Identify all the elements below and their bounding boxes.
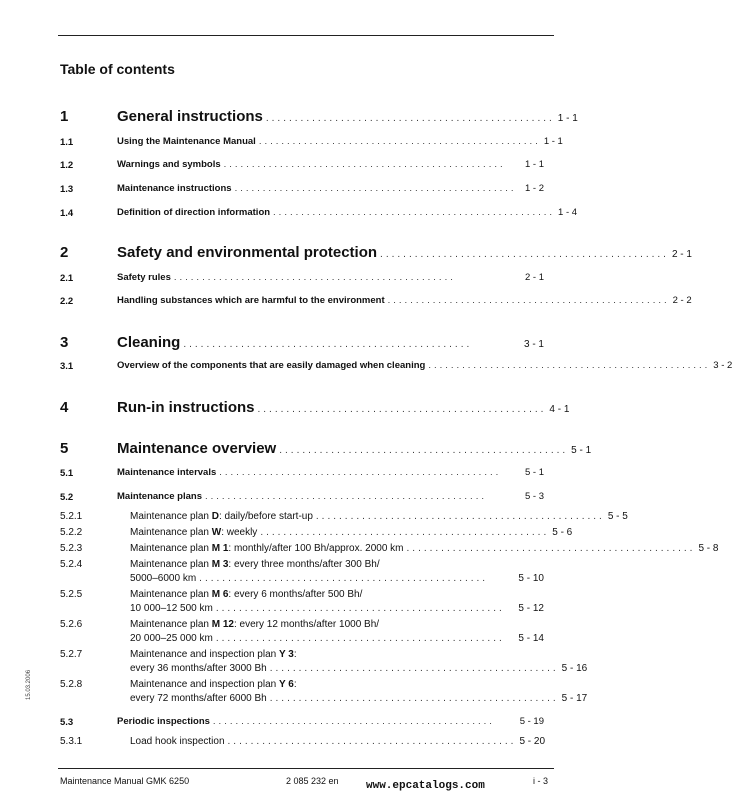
entry-page: 1 - 1 bbox=[524, 159, 544, 170]
entry-number: 5.2.8 bbox=[60, 679, 83, 690]
entry-number: 5.2 bbox=[60, 492, 74, 503]
toc-section-3-1[interactable]: 3.1 Overview of the components that are easily damaged when cleaning .................................................. 3 - 2 bbox=[60, 360, 732, 372]
entry-label: Safety and environmental protection bbox=[117, 244, 378, 261]
entry-page: 1 - 2 bbox=[524, 183, 544, 194]
footer-watermark-url[interactable]: www.epcatalogs.com bbox=[366, 780, 485, 792]
toc-section-5-3[interactable]: 5.3 Periodic inspections .................................................. 5 - 19 bbox=[60, 716, 544, 728]
entry-label: Maintenance instructions bbox=[117, 183, 232, 194]
toc-sub-5-3-1[interactable]: 5.3.1 Load hook inspection .................................................. 5 - 20 bbox=[60, 736, 546, 747]
entry-page: 2 - 2 bbox=[672, 295, 692, 306]
toc-chapter-4[interactable]: 4 Run-in instructions .................................................. 4 - 1 bbox=[60, 399, 570, 416]
entry-number: 5.2.3 bbox=[60, 543, 83, 554]
page-title: Table of contents bbox=[60, 61, 175, 77]
entry-page: 5 - 3 bbox=[524, 491, 544, 502]
entry-number: 3.1 bbox=[60, 361, 74, 372]
side-date-stamp: 15.03.2006 bbox=[26, 669, 32, 700]
entry-page: 5 - 8 bbox=[698, 543, 719, 554]
toc-sub-5-2-5[interactable]: 5.2.5 Maintenance plan M 6: every 6 months/after 500 Bh/ 10 000–12 500 km .................................................. 5 - 12 bbox=[60, 589, 544, 614]
entry-page: 5 - 14 bbox=[518, 633, 544, 644]
entry-page: 5 - 12 bbox=[518, 603, 544, 614]
entry-number: 5.2.5 bbox=[60, 589, 83, 600]
toc-chapter-1[interactable]: 1 General instructions .................................................. 1 - 1 bbox=[60, 108, 578, 125]
entry-label: Using the Maintenance Manual bbox=[117, 136, 256, 147]
entry-page: 3 - 2 bbox=[713, 360, 732, 371]
entry-label: Safety rules bbox=[117, 272, 171, 283]
entry-label: Load hook inspection bbox=[130, 736, 225, 747]
footer-doc-number: 2 085 232 en bbox=[286, 776, 339, 786]
entry-number: 5.2.2 bbox=[60, 527, 83, 538]
entry-label-line2: every 72 months/after 6000 Bh bbox=[130, 693, 267, 704]
entry-number: 5.2.7 bbox=[60, 649, 83, 660]
entry-number: 5.2.1 bbox=[60, 511, 83, 522]
entry-label: Warnings and symbols bbox=[117, 159, 221, 170]
entry-label-line2: 10 000–12 500 km bbox=[130, 603, 213, 614]
toc-section-2-1[interactable]: 2.1 Safety rules .................................................. 2 - 1 bbox=[60, 272, 544, 284]
entry-page: 5 - 20 bbox=[519, 736, 546, 747]
toc-section-1-1[interactable]: 1.1 Using the Maintenance Manual .................................................. 1 - 1 bbox=[60, 136, 563, 148]
entry-label: Maintenance intervals bbox=[117, 467, 217, 478]
toc-sub-5-2-2[interactable]: 5.2.2 Maintenance plan W: weekly .................................................. 5 - 6 bbox=[60, 527, 573, 538]
entry-page: 2 - 1 bbox=[671, 249, 692, 260]
entry-number: 4 bbox=[60, 399, 69, 416]
entry-label: Maintenance overview bbox=[117, 440, 277, 457]
toc-sub-5-2-4[interactable]: 5.2.4 Maintenance plan M 3: every three months/after 300 Bh/ 5000–6000 km .................................................. 5 - 10 bbox=[60, 559, 544, 584]
entry-number: 3 bbox=[60, 334, 69, 351]
entry-page: 5 - 19 bbox=[519, 716, 544, 727]
entry-label-line2: 20 000–25 000 km bbox=[130, 633, 213, 644]
entry-label: Maintenance plans bbox=[117, 491, 202, 502]
entry-number: 5 bbox=[60, 440, 69, 457]
entry-label-line2: every 36 months/after 3000 Bh bbox=[130, 663, 267, 674]
entry-number: 1.2 bbox=[60, 160, 74, 171]
entry-page: 5 - 17 bbox=[561, 693, 588, 704]
entry-number: 1 bbox=[60, 108, 69, 125]
entry-label: Handling substances which are harmful to the environment bbox=[117, 295, 385, 306]
entry-label: Maintenance plan M 1: monthly/after 100 Bh/approx. 2000 km bbox=[130, 543, 404, 554]
top-rule bbox=[58, 35, 554, 36]
entry-number: 2 bbox=[60, 244, 69, 261]
toc-chapter-5[interactable]: 5 Maintenance overview .................................................. 5 - 1 bbox=[60, 440, 592, 457]
entry-label: Maintenance plan W: weekly bbox=[130, 527, 258, 538]
entry-page: 3 - 1 bbox=[523, 339, 544, 350]
entry-page: 4 - 1 bbox=[549, 404, 570, 415]
toc-section-5-1[interactable]: 5.1 Maintenance intervals .................................................. 5 - 1 bbox=[60, 467, 544, 479]
entry-label: Maintenance plan M 6: every 6 months/after 500 Bh/ bbox=[130, 589, 363, 600]
toc-chapter-2[interactable]: 2 Safety and environmental protection .................................................. 2 - 1 bbox=[60, 244, 692, 261]
entry-label: Run-in instructions bbox=[117, 399, 255, 416]
toc-section-2-2[interactable]: 2.2 Handling substances which are harmful to the environment .................................................. 2 - 2 bbox=[60, 295, 692, 307]
toc-section-1-2[interactable]: 1.2 Warnings and symbols .................................................. 1 - 1 bbox=[60, 159, 544, 171]
entry-label: Definition of direction information bbox=[117, 207, 271, 218]
toc-chapter-3[interactable]: 3 Cleaning .................................................. 3 - 1 bbox=[60, 334, 544, 351]
entry-page: 5 - 16 bbox=[561, 663, 588, 674]
entry-page: 1 - 4 bbox=[558, 207, 578, 218]
entry-number: 5.2.4 bbox=[60, 559, 83, 570]
entry-label: Maintenance plan M 12: every 12 months/after 1000 Bh/ bbox=[130, 619, 380, 630]
entry-label: Periodic inspections bbox=[117, 716, 210, 727]
entry-label: Maintenance and inspection plan Y 3: bbox=[130, 649, 297, 660]
entry-number: 5.2.6 bbox=[60, 619, 83, 630]
entry-page: 5 - 1 bbox=[524, 467, 544, 478]
entry-page: 1 - 1 bbox=[557, 113, 578, 124]
entry-number: 5.3.1 bbox=[60, 736, 83, 747]
toc-section-1-4[interactable]: 1.4 Definition of direction information .................................................. 1 - 4 bbox=[60, 207, 578, 219]
toc-sub-5-2-7[interactable]: 5.2.7 Maintenance and inspection plan Y 3: every 36 months/after 3000 Bh .................................................. 5 - 16 bbox=[60, 649, 588, 674]
entry-page: 5 - 5 bbox=[607, 511, 628, 522]
entry-label: Overview of the components that are easily damaged when cleaning bbox=[117, 360, 426, 371]
toc-sub-5-2-6[interactable]: 5.2.6 Maintenance plan M 12: every 12 months/after 1000 Bh/ 20 000–25 000 km .................................................. 5 - 14 bbox=[60, 619, 544, 644]
bottom-rule bbox=[58, 768, 554, 769]
entry-page: 1 - 1 bbox=[543, 136, 563, 147]
toc-section-5-2[interactable]: 5.2 Maintenance plans .................................................. 5 - 3 bbox=[60, 491, 544, 503]
entry-page: 5 - 10 bbox=[518, 573, 544, 584]
entry-number: 1.1 bbox=[60, 137, 74, 148]
entry-label: Maintenance and inspection plan Y 6: bbox=[130, 679, 297, 690]
entry-number: 1.4 bbox=[60, 208, 74, 219]
entry-number: 1.3 bbox=[60, 184, 74, 195]
footer-page-number: i - 3 bbox=[533, 776, 549, 786]
entry-page: 2 - 1 bbox=[524, 272, 544, 283]
entry-page: 5 - 1 bbox=[571, 445, 592, 456]
toc-sub-5-2-3[interactable]: 5.2.3 Maintenance plan M 1: monthly/after 100 Bh/approx. 2000 km .................................................. 5 - 8 bbox=[60, 543, 719, 554]
entry-label: Cleaning bbox=[117, 334, 181, 351]
entry-page: 5 - 6 bbox=[552, 527, 573, 538]
entry-label-line2: 5000–6000 km bbox=[130, 573, 197, 584]
entry-number: 2.2 bbox=[60, 296, 74, 307]
toc-sub-5-2-8[interactable]: 5.2.8 Maintenance and inspection plan Y 6: every 72 months/after 6000 Bh .................................................. 5 - 17 bbox=[60, 679, 588, 704]
entry-label: Maintenance plan M 3: every three months/after 300 Bh/ bbox=[130, 559, 380, 570]
entry-label: Maintenance plan D: daily/before start-up bbox=[130, 511, 313, 522]
entry-number: 5.1 bbox=[60, 468, 74, 479]
toc-sub-5-2-1[interactable]: 5.2.1 Maintenance plan D: daily/before start-up .................................................. 5 - 5 bbox=[60, 511, 628, 522]
entry-number: 2.1 bbox=[60, 273, 74, 284]
entry-label: General instructions bbox=[117, 108, 263, 125]
footer-manual-title: Maintenance Manual GMK 6250 bbox=[60, 776, 190, 786]
toc-section-1-3[interactable]: 1.3 Maintenance instructions .................................................. 1 - 2 bbox=[60, 183, 544, 195]
entry-number: 5.3 bbox=[60, 717, 74, 728]
